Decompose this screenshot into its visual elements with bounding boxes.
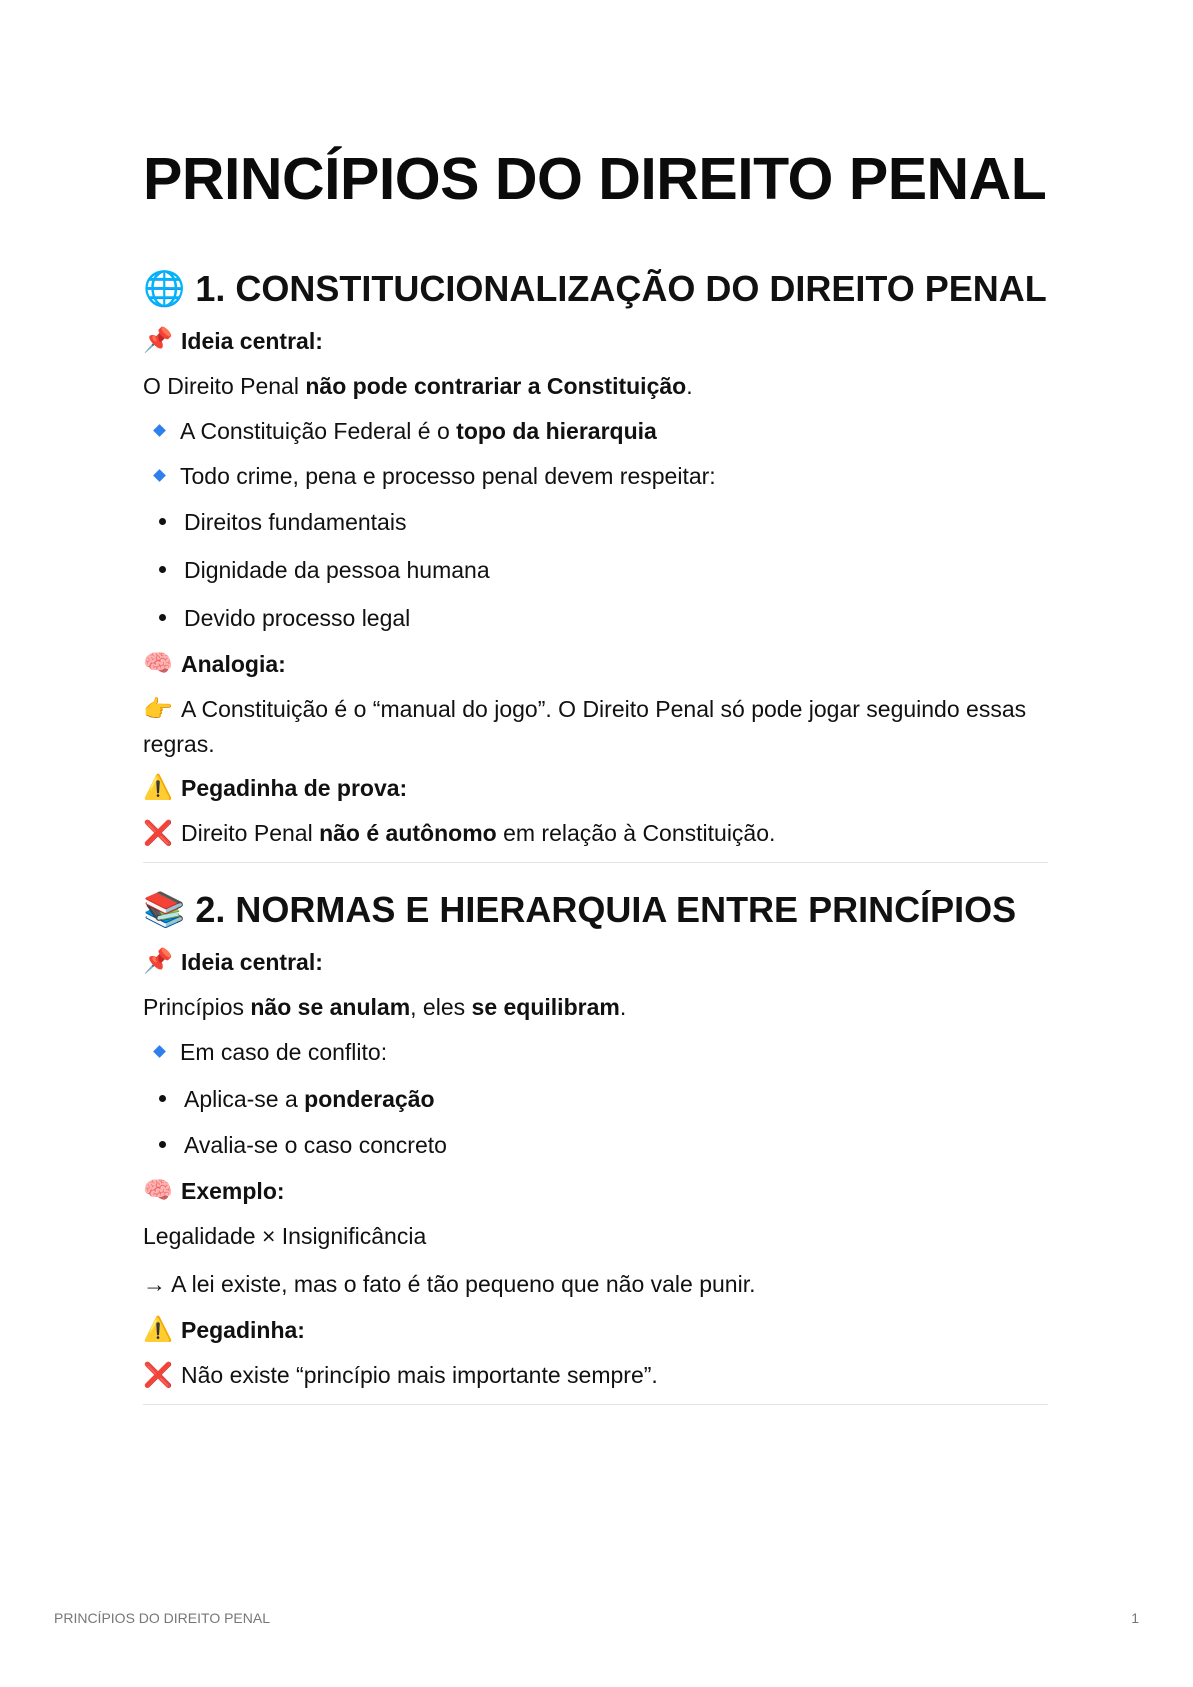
list-item: Direitos fundamentais (143, 505, 1048, 539)
globe-icon: 🌐 (143, 270, 186, 308)
section-2-trap-text: ❌ Não existe “princípio mais importante sempre”. (143, 1358, 1048, 1393)
pointing-hand-icon: 👉 (143, 696, 173, 723)
pushpin-icon: 📌 (143, 327, 173, 354)
bullet-icon (159, 1095, 166, 1102)
warning-icon: ⚠️ (143, 774, 173, 801)
section-1-central-label: 📌 Ideia central: (143, 324, 1048, 358)
brain-icon: 🧠 (143, 1177, 173, 1204)
section-2-trap-label: ⚠️ Pegadinha: (143, 1313, 1048, 1347)
cross-mark-icon: ❌ (143, 820, 173, 847)
list-item: Aplica-se a ponderação (143, 1082, 1048, 1116)
footer-page-number: 1 (1131, 1610, 1139, 1626)
list-item: Dignidade da pessoa humana (143, 553, 1048, 587)
section-2-heading-text: 2. NORMAS E HIERARQUIA ENTRE PRINCÍPIOS (195, 889, 1017, 930)
list-item: Avalia-se o caso concreto (143, 1128, 1048, 1162)
section-2-example-line-2: → A lei existe, mas o fato é tão pequeno que não vale punir. (143, 1271, 756, 1297)
section-divider (143, 1404, 1048, 1405)
section-divider (143, 862, 1048, 863)
bullet-icon (159, 614, 166, 621)
section-1-central-text: O Direito Penal não pode contrariar a Constituição. (143, 373, 693, 399)
section-1-point-2: Todo crime, pena e processo penal devem respeitar: (143, 459, 1048, 493)
blue-diamond-icon (153, 425, 166, 438)
books-icon: 📚 (143, 891, 186, 929)
section-2-central-text: Princípios não se anulam, eles se equilibram. (143, 994, 627, 1020)
footer-title: PRINCÍPIOS DO DIREITO PENAL (54, 1610, 271, 1626)
bullet-icon (159, 518, 166, 525)
blue-diamond-icon (153, 1046, 166, 1059)
list-item: Devido processo legal (143, 601, 1048, 635)
warning-icon: ⚠️ (143, 1316, 173, 1343)
section-1-analogy-text: 👉 A Constituição é o “manual do jogo”. O Direito Penal só pode jogar seguindo essas regras. (143, 692, 1048, 761)
cross-mark-icon: ❌ (143, 1362, 173, 1389)
blue-diamond-icon (153, 470, 166, 483)
section-2-example-line-1: Legalidade × Insignificância (143, 1223, 427, 1249)
section-1-trap-text: ❌ Direito Penal não é autônomo em relação à Constituição. (143, 816, 1048, 851)
section-1-trap-label: ⚠️ Pegadinha de prova: (143, 771, 1048, 805)
section-1-analogy-label: 🧠 Analogia: (143, 647, 1048, 681)
brain-icon: 🧠 (143, 650, 173, 677)
section-2-point-1: Em caso de conflito: (143, 1035, 1048, 1069)
section-1-heading-text: 1. CONSTITUCIONALIZAÇÃO DO DIREITO PENAL (195, 268, 1047, 309)
pushpin-icon: 📌 (143, 948, 173, 975)
document-body (143, 140, 1048, 1405)
document-title: PRINCÍPIOS DO DIREITO PENAL (143, 146, 1047, 212)
section-2-heading (143, 885, 1048, 935)
section-2-example-label: 🧠 Exemplo: (143, 1174, 1048, 1208)
bullet-icon (159, 566, 166, 573)
bullet-icon (159, 1141, 166, 1148)
section-1-heading (143, 264, 1048, 314)
section-1-point-1: A Constituição Federal é o topo da hierarquia (143, 414, 1048, 448)
section-2-central-label: 📌 Ideia central: (143, 945, 1048, 979)
